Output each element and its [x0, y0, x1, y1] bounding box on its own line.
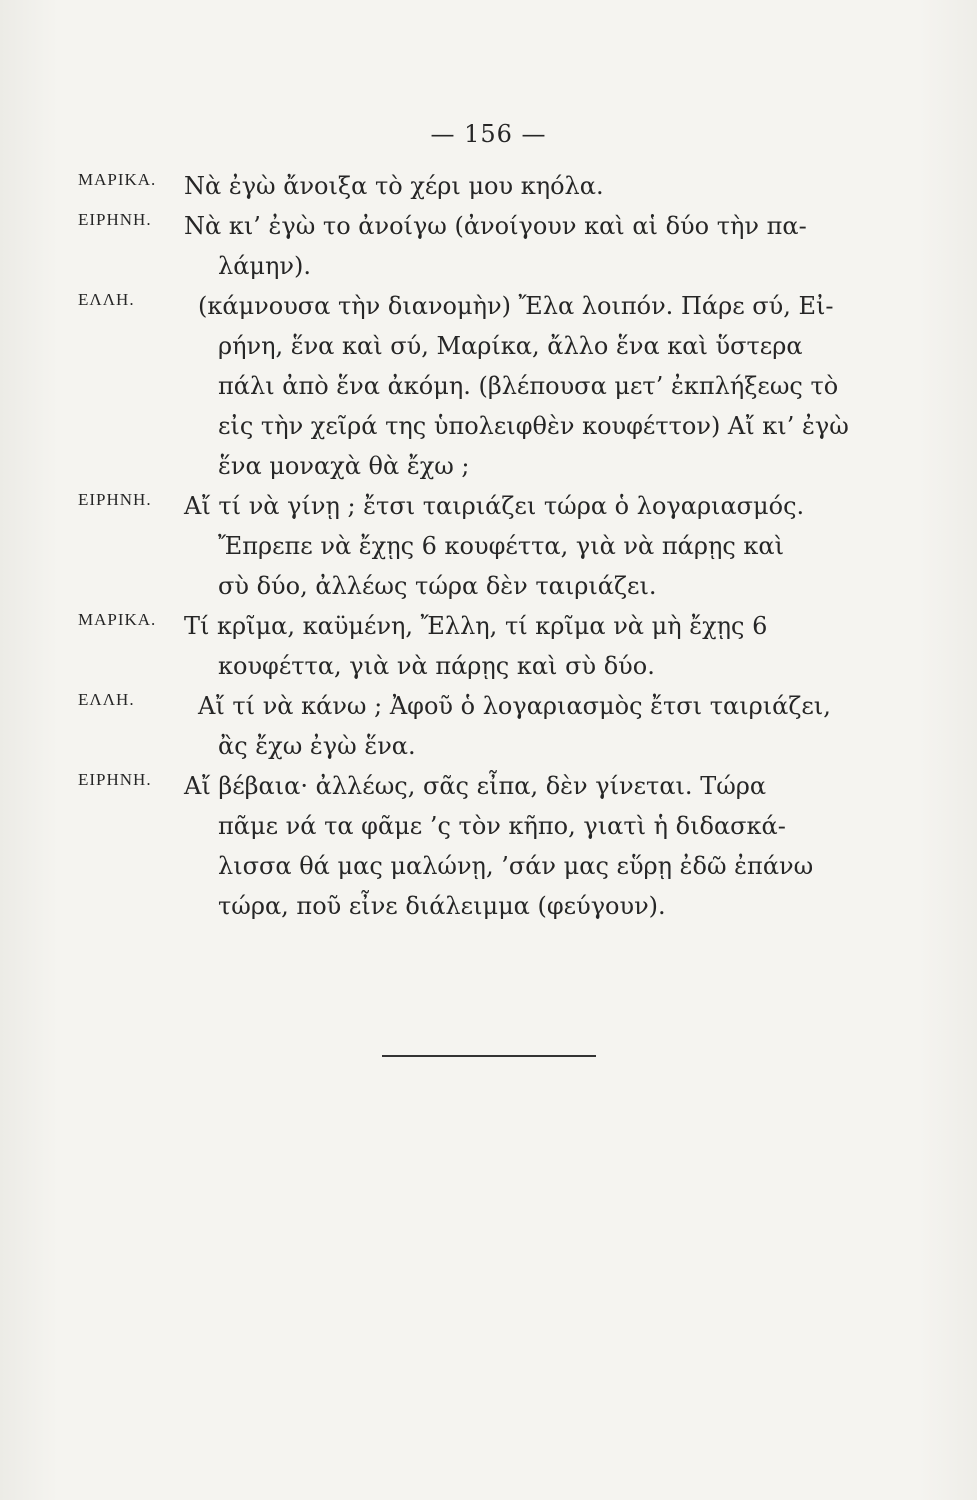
page-number: — 156 —: [430, 120, 547, 148]
dialogue-line: λάμην).: [218, 252, 311, 280]
dialogue-entry: [78, 606, 878, 686]
dialogue-line: Τί κρῖμα, καϋμένη, Ἔλλη, τί κρῖμα νὰ μὴ ἔχῃς 6: [184, 612, 768, 640]
dialogue-entry: [78, 686, 878, 766]
speaker-name: ΕΛΛΗ.: [78, 690, 135, 709]
dialogue-entry: [78, 286, 878, 486]
dialogue-line: Ἔπρεπε νὰ ἔχῃς 6 κουφέττα, γιὰ νὰ πάρῃς καὶ: [218, 532, 785, 560]
dialogue-line: κουφέττα, γιὰ νὰ πάρῃς καὶ σὺ δύο.: [218, 652, 655, 680]
dialogue-line: Αἴ βέβαια· ἀλλέως, σᾶς εἶπα, δὲν γίνεται. Τώρα: [184, 772, 767, 800]
dialogue-entry: [78, 766, 878, 926]
dialogue-line: Αἴ τί νὰ γίνῃ ; ἔτσι ταιριάζει τώρα ὁ λογαριασμός.: [184, 492, 805, 520]
dialogue-line: Αἴ τί νὰ κάνω ; Ἀφοῦ ὁ λογαριασμὸς ἔτσι ταιριάζει,: [198, 692, 831, 720]
dialogue-entry: [78, 166, 878, 206]
speaker-name: ΕΙΡΗΝΗ.: [78, 490, 152, 509]
dialogue-line: Νὰ κι’ ἐγὼ το ἀνοίγω (ἀνοίγουν καὶ αἱ δύο τὴν πα-: [184, 212, 807, 240]
dialogue-line: πάλι ἀπὸ ἕνα ἀκόμη. (βλέπουσα μετ’ ἐκπλήξεως τὸ: [218, 372, 839, 400]
dialogue-line: τώρα, ποῦ εἶνε διάλειμμα (φεύγουν).: [218, 892, 666, 920]
dialogue-entry: [78, 486, 878, 606]
dialogue-line: ἂς ἔχω ἐγὼ ἕνα.: [218, 732, 416, 760]
dialogue-line: εἰς τὴν χεῖρά της ὑπολειφθὲν κουφέττον) Αἴ κι’ ἐγὼ: [218, 412, 849, 440]
speaker-name: ΕΙΡΗΝΗ.: [78, 770, 152, 789]
dialogue: [78, 166, 878, 926]
speaker-name: ΕΛΛΗ.: [78, 290, 135, 309]
speaker-name: ΜΑΡΙΚΑ.: [78, 170, 157, 189]
dialogue-line: λισσα θά μας μαλώνῃ, ’σάν μας εὕρῃ ἐδῶ ἐπάνω: [218, 852, 814, 880]
dialogue-line: πᾶμε νά τα φᾶμε ’ς τὸν κῆπο, γιατὶ ἡ διδασκά-: [218, 812, 786, 840]
dialogue-line: (κάμνουσα τὴν διανομὴν) Ἔλα λοιπόν. Πάρε σύ, Εἰ-: [198, 292, 834, 320]
dialogue-entry: [78, 206, 878, 286]
section-divider: [382, 1055, 596, 1057]
dialogue-line: ἕνα μοναχὰ θὰ ἔχω ;: [218, 452, 470, 480]
dialogue-line: Νὰ ἐγὼ ἄνοιξα τὸ χέρι μου κηόλα.: [184, 172, 604, 200]
dialogue-line: σὺ δύο, ἀλλέως τώρα δὲν ταιριάζει.: [218, 572, 657, 600]
speaker-name: ΕΙΡΗΝΗ.: [78, 210, 152, 229]
speaker-name: ΜΑΡΙΚΑ.: [78, 610, 157, 629]
dialogue-line: ρήνη, ἕνα καὶ σύ, Μαρίκα, ἄλλο ἕνα καὶ ὕστερα: [218, 332, 803, 360]
